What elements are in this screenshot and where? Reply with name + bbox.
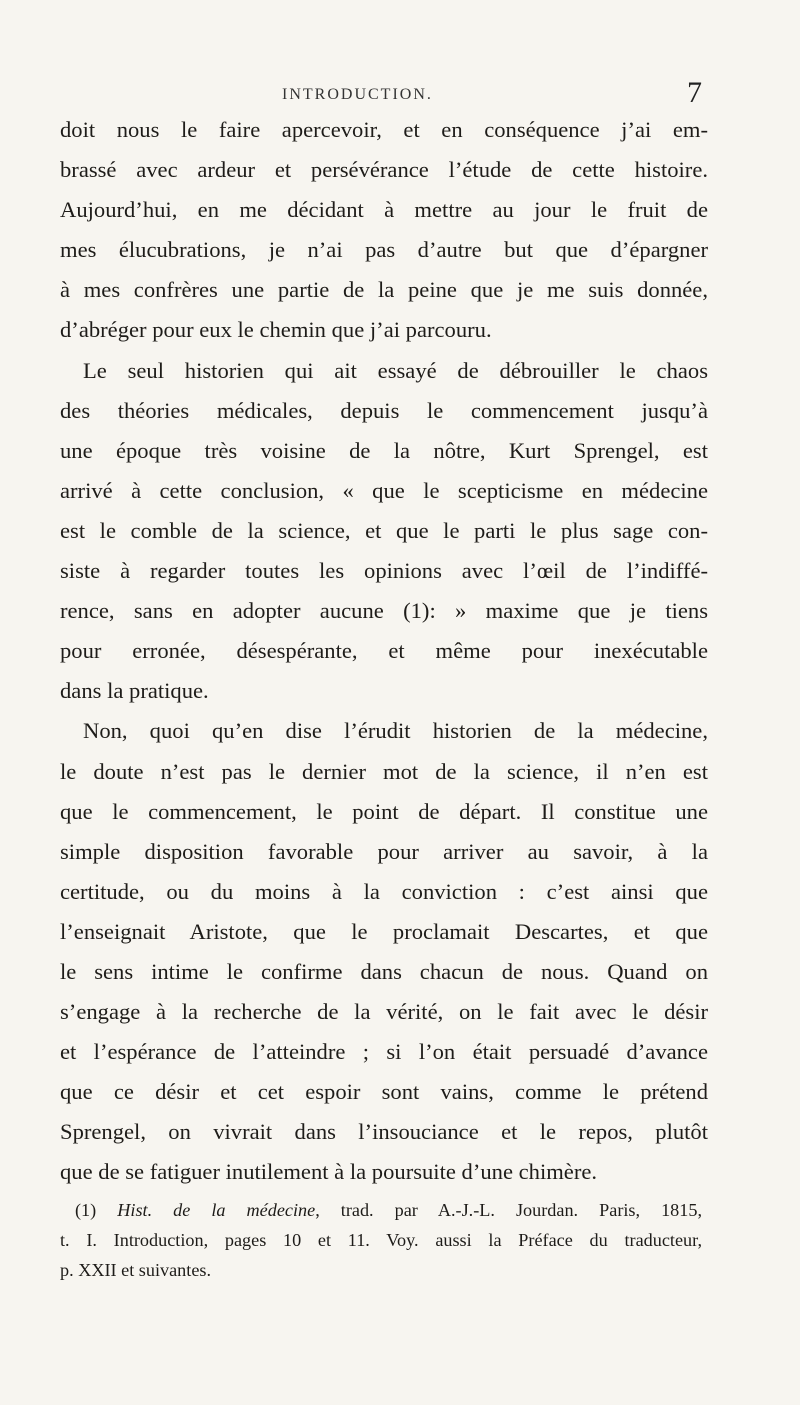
footnote-title: Hist. de la médecine: [117, 1200, 316, 1220]
footnote: [60, 1195, 702, 1285]
text-line: une époque très voisine de la nôtre, Kurt Sprengel, est: [60, 437, 708, 463]
body-text: [60, 110, 708, 1193]
text-line: pour erronée, désespérante, et même pour inexécutable: [60, 638, 708, 664]
text-line: brassé avec ardeur et persévérance l’étude de cette histoire.: [60, 157, 708, 183]
text-line: certitude, ou du moins à la conviction : c’est ainsi que: [60, 878, 708, 904]
text-line: mes élucubrations, je n’ai pas d’autre but que d’épargner: [60, 237, 708, 263]
footnote-marker: (1): [75, 1200, 97, 1220]
page-number: 7: [687, 76, 702, 109]
text-line: Aujourd’hui, en me décidant à mettre au jour le fruit de: [60, 197, 708, 223]
text-line: que ce désir et cet espoir sont vains, comme le prétend: [60, 1079, 708, 1105]
text-line: d’abréger pour eux le chemin que j’ai parcouru.: [60, 317, 492, 343]
footnote-line: p. XXII et suivantes.: [60, 1260, 212, 1280]
text-line: rence, sans en adopter aucune (1): » maxime que je tiens: [60, 598, 708, 624]
footnote-text: , trad. par A.-J.-L. Jourdan. Paris, 1815,: [315, 1200, 702, 1220]
text-line: siste à regarder toutes les opinions avec l’œil de l’indiffé-: [60, 558, 708, 584]
text-line: le doute n’est pas le dernier mot de la science, il n’en est: [60, 758, 708, 784]
text-line: que le commencement, le point de départ. Il constitue une: [60, 798, 708, 824]
text-line: s’engage à la recherche de la vérité, on le fait avec le désir: [60, 999, 708, 1025]
text-line: dans la pratique.: [60, 678, 209, 704]
text-line: Sprengel, on vivrait dans l’insouciance et le repos, plutôt: [60, 1119, 708, 1145]
text-line: Le seul historien qui ait essayé de débrouiller le chaos: [83, 357, 708, 383]
text-line: arrivé à cette conclusion, « que le scepticisme en médecine: [60, 477, 708, 503]
text-line: Non, quoi qu’en dise l’érudit historien de la médecine,: [83, 718, 708, 744]
running-head: INTRODUCTION.: [282, 86, 433, 103]
text-line: des théories médicales, depuis le commencement jusqu’à: [60, 397, 708, 423]
text-line: doit nous le faire apercevoir, et en conséquence j’ai em-: [60, 117, 708, 142]
text-line: simple disposition favorable pour arriver au savoir, à la: [60, 838, 708, 864]
footnote-line: t. I. Introduction, pages 10 et 11. Voy. aussi la Préface du traducteur,: [60, 1230, 702, 1250]
text-line: l’enseignait Aristote, que le proclamait Descartes, et que: [60, 918, 708, 944]
text-line: que de se fatiguer inutilement à la poursuite d’une chimère.: [60, 1159, 598, 1185]
text-line: le sens intime le confirme dans chacun de nous. Quand on: [60, 958, 708, 984]
text-line: à mes confrères une partie de la peine que je me suis donnée,: [60, 277, 708, 303]
text-line: et l’espérance de l’atteindre ; si l’on était persuadé d’avance: [60, 1039, 708, 1065]
footnote-line: [60, 1195, 702, 1225]
text-line: est le comble de la science, et que le parti le plus sage con-: [60, 517, 708, 543]
